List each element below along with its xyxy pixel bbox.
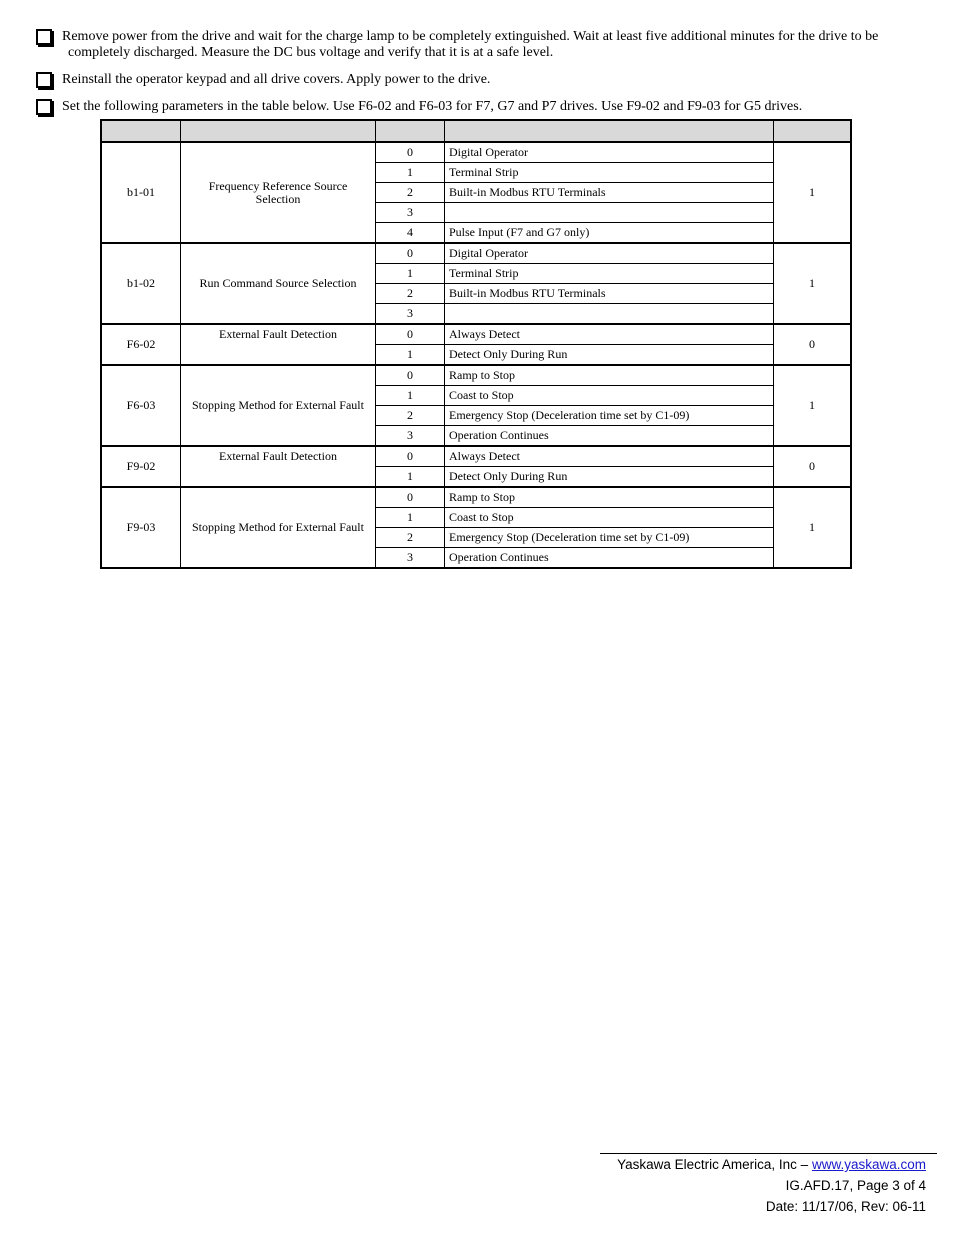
parameter-number: F6-03 [101,365,181,446]
option-value: 3 [376,304,445,325]
step-text: Reinstall the operator keypad and all drive covers. Apply power to the drive. [62,72,491,87]
option-description: Always Detect [445,446,774,467]
option-value: 0 [376,142,445,163]
option-description: Built-in Modbus RTU Terminals [445,284,774,304]
table-row [101,365,851,386]
parameter-name: External Fault Detection [181,446,376,487]
parameter-setting: 1 [774,487,852,568]
step-text [62,29,902,61]
option-description [445,203,774,223]
step-text-line: Remove power from the drive and wait for the charge lamp to be completely extinguished. Wait at least five additional minutes for the drive to be [62,29,879,44]
header-parameter [101,120,181,142]
parameter-name: Frequency Reference Source Selection [181,142,376,243]
option-description: Coast to Stop [445,386,774,406]
footer-company: Yaskawa Electric America, Inc – [617,1157,809,1172]
header-description [445,120,774,142]
option-description: Operation Continues [445,548,774,569]
option-value: 1 [376,163,445,183]
option-description: Built-in Modbus RTU Terminals [445,183,774,203]
option-value: 1 [376,386,445,406]
option-description: Coast to Stop [445,508,774,528]
table-row [101,446,851,467]
option-description: Detect Only During Run [445,467,774,488]
table-row [101,243,851,264]
table-row [101,324,851,345]
option-description: Terminal Strip [445,264,774,284]
option-description [445,304,774,325]
parameter-name: External Fault Detection [181,324,376,365]
header-name [181,120,376,142]
option-value: 3 [376,203,445,223]
option-value: 3 [376,548,445,569]
parameter-number: F9-02 [101,446,181,487]
option-value: 0 [376,365,445,386]
parameter-table [100,119,852,569]
option-description: Digital Operator [445,243,774,264]
footer-website-link[interactable]: www.yaskawa.com [811,1157,926,1172]
parameter-setting: 0 [774,324,852,365]
parameter-number: F9-03 [101,487,181,568]
option-value: 0 [376,243,445,264]
parameter-setting: 1 [774,142,852,243]
option-description: Always Detect [445,324,774,345]
table-row [101,142,851,163]
footer-date: Date: 11/17/06, Rev: 06-11 [765,1199,926,1214]
option-description: Terminal Strip [445,163,774,183]
option-description: Pulse Input (F7 and G7 only) [445,223,774,244]
parameter-name: Stopping Method for External Fault [181,487,376,568]
parameter-setting: 1 [774,243,852,324]
header-value [376,120,445,142]
checkbox-icon[interactable] [36,29,52,45]
option-description: Emergency Stop (Deceleration time set by C1-09) [445,406,774,426]
option-description: Detect Only During Run [445,345,774,366]
step-text: Set the following parameters in the table below. Use F6-02 and F6-03 for F7, G7 and P7 drives. Use F9-02 and F9-03 for G5 drives. [62,99,803,114]
option-value: 2 [376,528,445,548]
option-description: Ramp to Stop [445,365,774,386]
option-description: Digital Operator [445,142,774,163]
option-value: 0 [376,446,445,467]
footer-company-line [600,1154,937,1175]
option-description: Ramp to Stop [445,487,774,508]
footer-doc-id: IG.AFD.17, Page 3 of 4 [785,1178,926,1193]
option-description: Operation Continues [445,426,774,447]
parameter-name: Stopping Method for External Fault [181,365,376,446]
option-value: 2 [376,284,445,304]
parameter-setting: 0 [774,446,852,487]
option-value: 0 [376,487,445,508]
parameter-setting: 1 [774,365,852,446]
option-value: 1 [376,345,445,366]
parameter-number: F6-02 [101,324,181,365]
header-setting [774,120,852,142]
table-header-row [101,120,851,142]
option-description: Emergency Stop (Deceleration time set by C1-09) [445,528,774,548]
option-value: 1 [376,264,445,284]
option-value: 1 [376,508,445,528]
parameter-number: b1-02 [101,243,181,324]
checkbox-icon[interactable] [36,72,52,88]
parameter-name: Run Command Source Selection [181,243,376,324]
checkbox-icon[interactable] [36,99,52,115]
option-value: 3 [376,426,445,447]
table-row [101,487,851,508]
option-value: 1 [376,467,445,488]
option-value: 2 [376,183,445,203]
option-value: 0 [376,324,445,345]
option-value: 4 [376,223,445,244]
parameter-number: b1-01 [101,142,181,243]
option-value: 2 [376,406,445,426]
page-footer [600,1153,937,1217]
step-text-line: completely discharged. Measure the DC bus voltage and verify that it is at a safe level. [68,45,554,60]
